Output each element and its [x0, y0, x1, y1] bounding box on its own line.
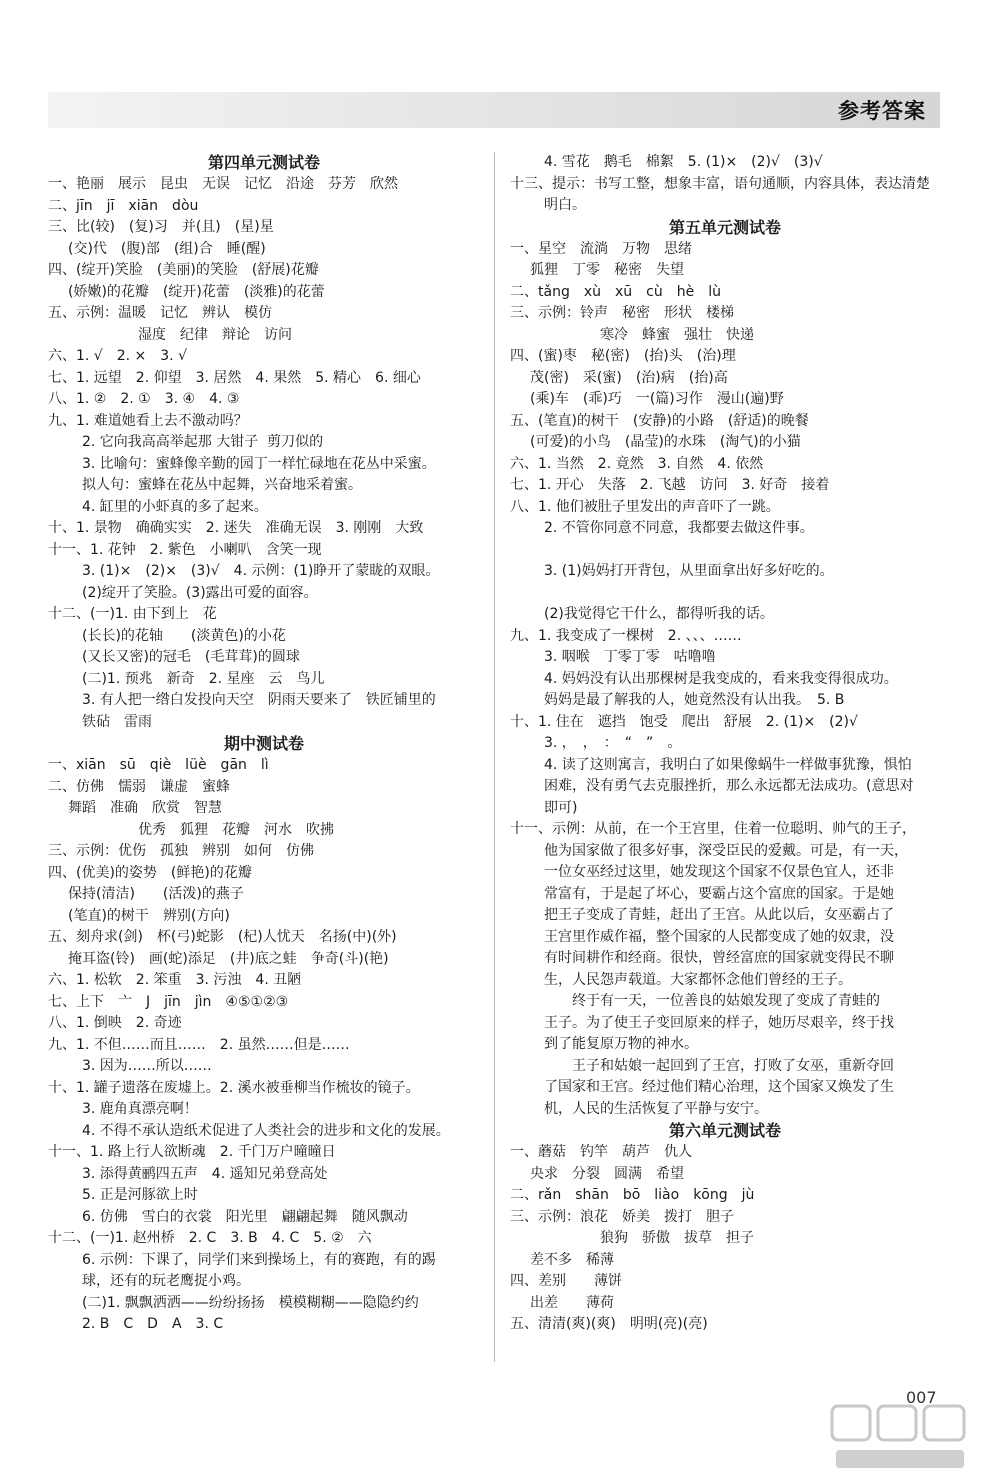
answer-line: 七、上下 亠 J jīn jìn ④⑤①②③: [48, 993, 289, 1010]
answer-line: 七、1. 远望 2. 仰望 3. 居然 4. 果然 5. 精心 6. 细心: [48, 369, 421, 386]
answer-line: 掩耳盗(铃) 画(蛇)添足 (井)底之蛙 争奇(斗)(艳): [68, 950, 389, 967]
answer-line: 三、比(较) (复)习 并(且) (星)星: [48, 219, 274, 235]
answer-line: (长长)的花轴 (淡黄色)的小花: [82, 627, 286, 644]
answer-line: 十三、提示：书写工整，想象丰富，语句通顺，内容具体，表达清楚: [510, 175, 930, 192]
answer-line: 3. 比喻句：蜜蜂像辛勤的园丁一样忙碌地在花丛中采蜜。: [82, 455, 436, 472]
answer-line: (娇嫩)的花瓣 (绽开)花蕾 (淡雅)的花蕾: [68, 283, 325, 300]
answer-line: 出差 薄荷: [530, 1294, 614, 1311]
answer-line: 三、示例：优伤 孤独 辨别 如何 仿佛: [48, 843, 314, 859]
answer-line: 三、示例：浪花 娇美 拨打 胆子: [510, 1208, 734, 1225]
answer-line: 拟人句：蜜蜂在花丛中起舞，兴奋地采着蜜。: [82, 477, 362, 493]
answer-line: [510, 583, 940, 605]
answer-line: 3. 鹿角真漂亮啊！: [82, 1101, 198, 1117]
answer-line: (笔直)的树干 辨别(方向): [68, 907, 230, 924]
answer-line: 寒冷 蜂蜜 强壮 快递: [600, 326, 754, 343]
answer-line: 他为国家做了很多好事，深受臣民的爱戴。可是，有一天，: [544, 842, 908, 859]
answer-line: 王宫里作威作福，整个国家的人民都变成了她的奴隶，没: [544, 928, 894, 945]
answer-line: 2. 不管你同意不同意，我都要去做这件事。: [544, 520, 814, 536]
answer-line: (2)我觉得它干什么，都得听我的话。: [544, 606, 774, 622]
answer-line: 五、示例：温暖 记忆 辨认 模仿: [48, 305, 272, 321]
answer-line: 妈妈是最了解我的人，她竟然没有认出我。 5. B: [544, 692, 845, 708]
answer-line: 2. 它向我高高举起那 大钳子 剪刀似的: [82, 434, 324, 450]
answer-line: 湿度 纪律 辩论 访问: [138, 326, 292, 343]
answer-line: (二)1. 飘飘洒洒——纷纷扬扬 模模糊糊——隐隐约约: [82, 1294, 419, 1311]
header-band: [48, 92, 940, 128]
answer-line: 3. (1)妈妈打开背包，从里面拿出好多好吃的。: [544, 563, 834, 579]
answer-line: 明白。: [544, 197, 586, 213]
answer-line: 一、艳丽 展示 昆虫 无误 记忆 沿途 芬芳 欣然: [48, 176, 398, 192]
answer-line: 茂(密) 采(蜜) (治)病 (抬)高: [530, 369, 728, 386]
answer-line: 三、示例：铃声 秘密 形状 楼梯: [510, 305, 734, 321]
answer-line: 十二、(一)1. 赵州桥 2. C 3. B 4. C 5. ② 六: [48, 1230, 372, 1246]
answer-line: (又长又密)的冠毛 (毛茸茸)的圆球: [82, 649, 300, 665]
answer-line: 八、1. 倒映 2. 奇迹: [48, 1015, 182, 1031]
answer-line: 四、(绽开)笑脸 (美丽)的笑脸 (舒展)花瓣: [48, 262, 319, 278]
answer-line: 6. 示例：下课了，同学们来到操场上，有的赛跑，有的踢: [82, 1251, 436, 1268]
answer-line: (交)代 (腹)部 (组)合 睡(醒): [68, 240, 266, 257]
right-column: [510, 152, 940, 1336]
answer-line: 3. 咽喉 丁零丁零 咕噜噜: [544, 649, 716, 665]
answer-line: 五、(笔直)的树干 (安静)的小路 (舒适)的晚餐: [510, 412, 809, 429]
answer-line: 九、1. 我变成了一棵树 2. 、、、……: [510, 627, 742, 644]
section-title: 第四单元测试卷: [207, 153, 320, 172]
answer-line: 一、xiān sū qiè lüè gān lì: [48, 757, 269, 773]
answer-line: 十一、示例：从前，在一个王宫里，住着一位聪明、帅气的王子，: [510, 821, 916, 837]
answer-line: 3. (1)× (2)× (3)√ 4. 示例：(1)睁开了蒙眬的双眼。: [82, 563, 440, 579]
answer-line: 差不多 稀薄: [530, 1251, 614, 1268]
answer-line: 五、刻舟求(剑) 杯(弓)蛇影 (杞)人忧天 名扬(中)(外): [48, 929, 397, 945]
answer-line: 优秀 狐狸 花瓣 河水 吹拂: [138, 821, 334, 838]
answer-line: (2)绽开了笑脸。(3)露出可爱的面容。: [82, 584, 318, 601]
answer-line: 生，人民怨声载道。大家都怀念他们曾经的王子。: [544, 971, 852, 988]
answer-line: 3. 添得黄鹂四五声 4. 遥知兄弟登高处: [82, 1165, 328, 1182]
answer-line: 二、tǎng xù xū cù hè lù: [510, 283, 721, 300]
answer-line: 二、rǎn shān bō liào kōng jù: [510, 1187, 755, 1203]
answer-line: 六、1. 当然 2. 竟然 3. 自然 4. 依然: [510, 455, 764, 472]
answer-line: 常富有，于是起了坏心，要霸占这个富庶的国家。于是她: [544, 885, 894, 902]
answer-line: 二、仿佛 懦弱 谦虚 蜜蜂: [48, 778, 230, 795]
header-title: 参考答案: [838, 99, 926, 123]
answer-line: 3. 因为……所以……: [82, 1058, 212, 1074]
answer-line: 四、差别 薄饼: [510, 1273, 622, 1289]
answer-line: 铁砧 雷雨: [82, 713, 152, 730]
answer-line: 十一、1. 花钟 2. 紫色 小喇叭 含笑一现: [48, 541, 322, 558]
section-title: 期中测试卷: [223, 734, 304, 753]
answer-line: 一、蘑菇 钓竿 葫芦 仇人: [510, 1144, 692, 1160]
answer-line: 十、1. 罐子遗落在废墟上。2. 溪水被垂柳当作梳妆的镜子。: [48, 1079, 420, 1096]
answer-line: 4. 缸里的小虾真的多了起来。: [82, 498, 268, 515]
answer-line: 一、星空 流淌 万物 思绪: [510, 240, 692, 257]
answer-line: (乘)车 (乖)巧 一(篇)习作 漫山(遍)野: [530, 391, 784, 407]
answer-line: 有时间耕作和经商。很快，曾经富庶的国家就变得民不聊: [544, 950, 894, 966]
answer-line: 把王子变成了青蛙，赶出了王宫。从此以后，女巫霸占了: [544, 907, 894, 923]
answer-line: 七、1. 开心 失落 2. 飞越 访问 3. 好奇 接着: [510, 477, 830, 493]
answer-line: 狐狸 丁零 秘密 失望: [530, 262, 684, 278]
answer-line: 舞蹈 准确 欣赏 智慧: [68, 800, 222, 816]
answer-line: 4. 读了这则寓言，我明白了如果像蜗牛一样做事犹豫，惧怕: [544, 756, 912, 773]
answer-line: 4. 雪花 鹅毛 棉絮 5. (1)× (2)√ (3)√: [544, 154, 823, 170]
watermark-logo-icon: [826, 1398, 976, 1476]
page-number: 007: [906, 1388, 937, 1407]
answer-line: 十、1. 住在 遮挡 饱受 爬出 舒展 2. (1)× (2)√: [510, 713, 858, 730]
answer-line: 十、1. 景物 确确实实 2. 迷失 准确无误 3. 刚刚 大致: [48, 520, 424, 536]
answer-line: 四、(优美)的姿势 (鲜艳)的花瓣: [48, 864, 252, 881]
answer-line: (可爱)的小鸟 (晶莹)的水珠 (淘气)的小猫: [530, 434, 801, 450]
answer-line: 十一、1. 路上行人欲断魂 2. 千门万户曈曈日: [48, 1144, 336, 1160]
answer-line: 4. 妈妈没有认出那棵树是我变成的，看来我变得很成功。: [544, 670, 898, 687]
answer-line: 四、(蜜)枣 秘(密) (抬)头 (治)理: [510, 348, 736, 364]
answer-line: 六、1. √ 2. × 3. √: [48, 348, 187, 364]
answer-line: 二、jīn jī xiān dòu: [48, 197, 199, 214]
answer-line: 5. 正是河豚欲上时: [82, 1187, 198, 1203]
answer-line: 即可): [544, 799, 578, 816]
answer-line: 4. 不得不承认造纸术促进了人类社会的进步和文化的发展。: [82, 1122, 450, 1139]
section-title: 第六单元测试卷: [668, 1121, 781, 1140]
answer-line: 王子和姑娘一起回到了王宫，打败了女巫，重新夺回: [544, 1057, 894, 1074]
answer-line: 六、1. 松软 2. 笨重 3. 污浊 4. 丑陋: [48, 972, 302, 988]
answer-line: 6. 仿佛 雪白的衣裳 阳光里 翩翩起舞 随风飘动: [82, 1208, 408, 1225]
answer-line: 一位女巫经过这里，她发现这个国家不仅景色宜人，还非: [544, 864, 894, 880]
answer-line: 八、1. 他们被肚子里发出的声音吓了一跳。: [510, 498, 780, 515]
section-title: 第五单元测试卷: [668, 217, 781, 237]
answer-line: 保持(清洁) (活泼)的燕子: [68, 886, 244, 902]
answer-line: (二)1. 预兆 新奇 2. 星座 云 鸟儿: [82, 670, 325, 687]
answer-line: 王子。为了使王子变回原来的样子，她历尽艰辛，终于找: [544, 1014, 894, 1031]
answer-line: 五、清清(爽)(爽) 明明(亮)(亮): [510, 1316, 708, 1332]
answer-line: 3. 有人把一绺白发投向天空 阴雨天要来了 铁匠铺里的: [82, 692, 436, 708]
answer-line: 八、1. ② 2. ① 3. ④ 4. ③: [48, 391, 240, 407]
answer-line: 2. B C D A 3. C: [82, 1316, 224, 1332]
answer-line: 九、1. 不但……而且…… 2. 虽然……但是……: [48, 1036, 350, 1053]
answer-line: 球，还有的玩老鹰捉小鸡。: [82, 1273, 250, 1289]
answer-line: 终于有一天，一位善良的姑娘发现了变成了青蛙的: [544, 993, 880, 1009]
answer-line: 到了能复原万物的神水。: [544, 1036, 698, 1052]
answer-line: 机，人民的生活恢复了平静与安宁。: [544, 1100, 768, 1117]
column-divider: [494, 152, 495, 1362]
answer-line: 困难，没有勇气去克服挫折，那么永远都无法成功。(意思对: [544, 778, 914, 794]
left-column: [48, 152, 480, 1336]
answer-line: [510, 540, 940, 562]
answer-line: 央求 分裂 圆满 希望: [530, 1165, 684, 1182]
answer-line: 了国家和王宫。经过他们精心治理，这个国家又焕发了生: [544, 1079, 894, 1095]
answer-line: 十二、(一)1. 由下到上 花: [48, 606, 217, 622]
answer-line: 3. ， ， ： “ ” 。: [544, 735, 682, 751]
answer-line: 狼狗 骄傲 拔草 担子: [600, 1230, 754, 1246]
answer-line: 九、1. 难道她看上去不激动吗？: [48, 412, 248, 429]
